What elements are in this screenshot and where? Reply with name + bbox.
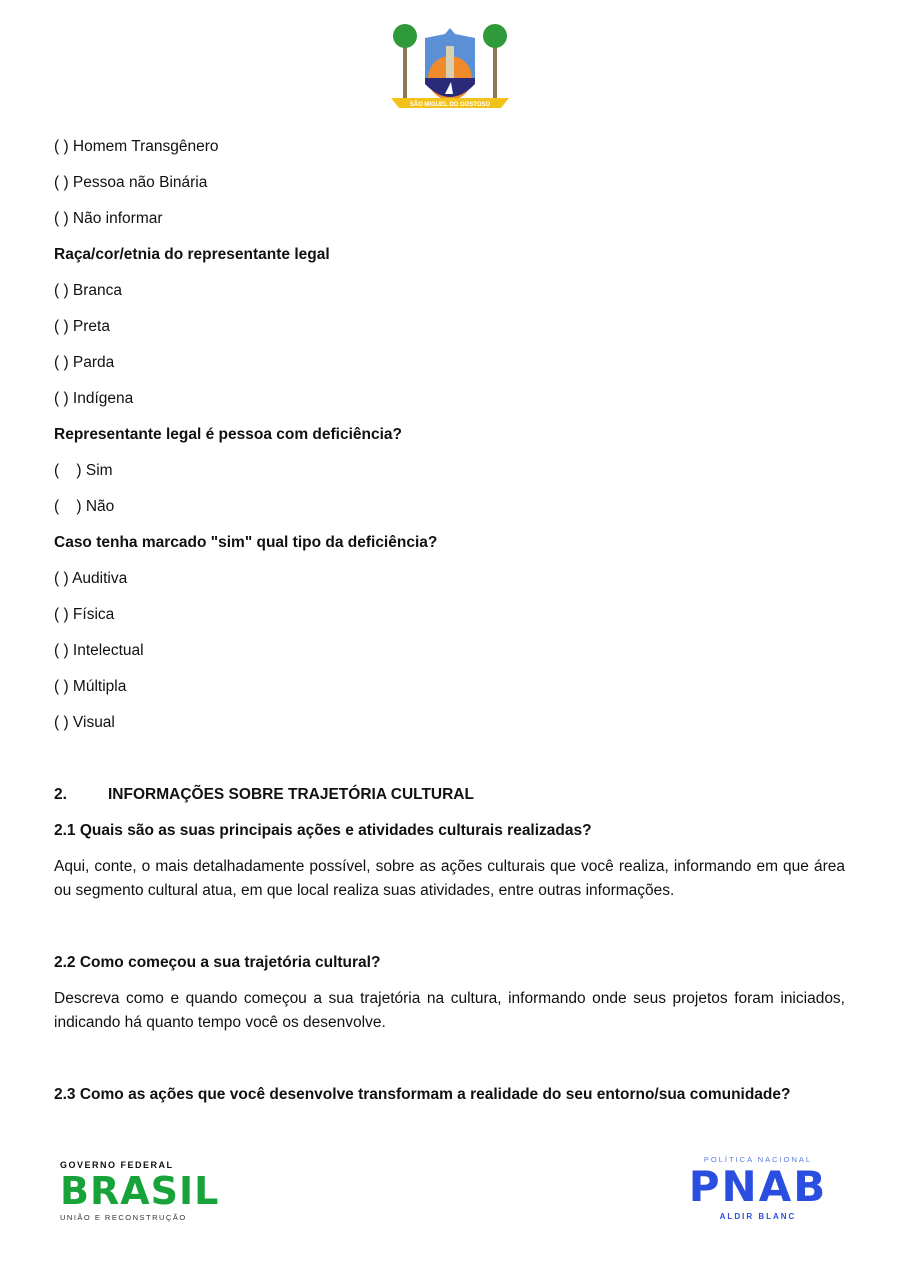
option-nao[interactable]: ( ) Não xyxy=(54,498,115,515)
disability-label: Representante legal é pessoa com deficiência? xyxy=(54,426,403,443)
pnab-logo xyxy=(688,1155,828,1221)
option-intelectual[interactable]: ( ) Intelectual xyxy=(54,642,144,659)
question-2-1-text: Aqui, conte, o mais detalhadamente possível, sobre as ações culturais que você realiza, informando em que área ou segmento cultural atua, em que local realiza suas atividades, entre outras informações. xyxy=(54,858,845,899)
option-branca[interactable]: ( ) Branca xyxy=(54,282,123,299)
question-2-2-text: Descreva como e quando começou a sua trajetória na cultura, informando onde seus projetos foram iniciados, indicando há quanto tempo você os desenvolve. xyxy=(54,990,845,1031)
gov-bottom-text: UNIÃO E RECONSTRUÇÃO xyxy=(60,1213,187,1222)
municipal-coat-of-arms xyxy=(385,20,515,112)
option-visual[interactable]: ( ) Visual xyxy=(54,714,115,731)
section-number: 2. xyxy=(54,786,67,803)
pnab-top-text: POLÍTICA NACIONAL xyxy=(703,1155,813,1164)
governo-federal-logo xyxy=(60,1160,220,1222)
option-sim[interactable]: ( ) Sim xyxy=(54,462,113,479)
option-fisica[interactable]: ( ) Física xyxy=(54,606,115,623)
gov-word: BRASIL xyxy=(60,1169,220,1213)
option-multipla[interactable]: ( ) Múltipla xyxy=(54,678,127,695)
option-preta[interactable]: ( ) Preta xyxy=(54,318,110,335)
option-pessoa-nao-binaria[interactable]: ( ) Pessoa não Binária xyxy=(54,174,208,191)
race-label: Raça/cor/etnia do representante legal xyxy=(54,246,330,263)
coat-of-arms-text: SÃO MIGUEL DO GOSTOSO xyxy=(409,102,491,108)
option-nao-informar[interactable]: ( ) Não informar xyxy=(54,210,163,227)
disability-type-label: Caso tenha marcado "sim" qual tipo da deficiência? xyxy=(54,534,438,551)
pnab-bottom-text: ALDIR BLANC xyxy=(719,1212,797,1221)
section-title: INFORMAÇÕES SOBRE TRAJETÓRIA CULTURAL xyxy=(108,786,474,803)
option-auditiva[interactable]: ( ) Auditiva xyxy=(54,570,128,587)
question-2-2-title: 2.2 Como começou a sua trajetória cultural? xyxy=(54,954,381,971)
question-2-1-title: 2.1 Quais são as suas principais ações e atividades culturais realizadas? xyxy=(54,822,592,839)
gov-top-text: GOVERNO FEDERAL xyxy=(60,1160,174,1170)
option-homem-transgenero[interactable]: ( ) Homem Transgênero xyxy=(54,138,219,155)
option-parda[interactable]: ( ) Parda xyxy=(54,354,115,371)
option-indigena[interactable]: ( ) Indígena xyxy=(54,390,134,407)
pnab-word: PNAB xyxy=(688,1162,828,1211)
question-2-3-title: 2.3 Como as ações que você desenvolve transformam a realidade do seu entorno/sua comunidade? xyxy=(54,1086,791,1103)
